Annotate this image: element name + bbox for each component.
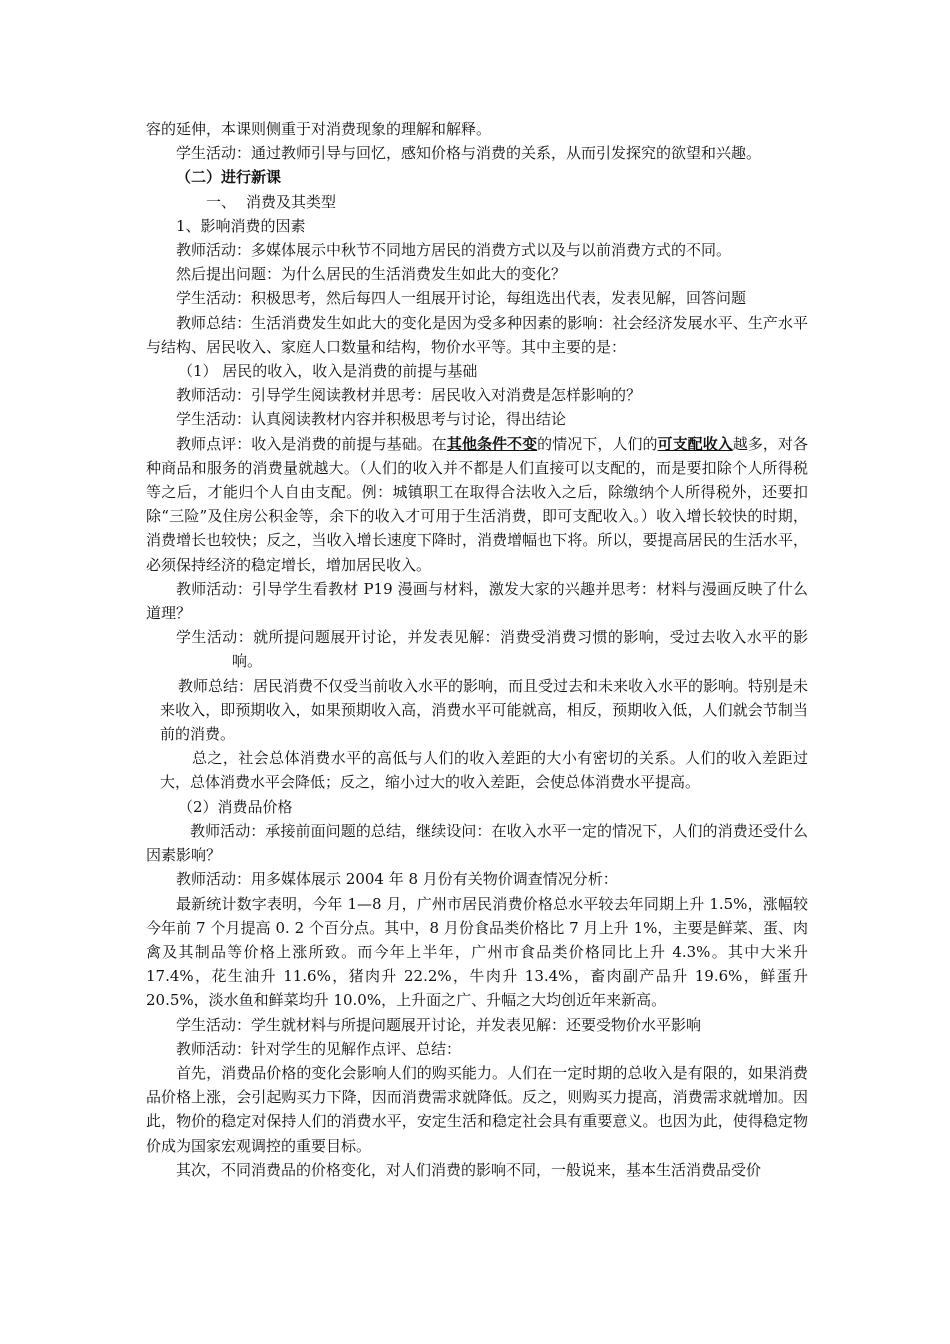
paragraph: 容的延伸，本课则侧重于对消费现象的理解和解释。: [146, 120, 492, 138]
emphasis-disposable-income: 可支配收入: [657, 434, 733, 453]
paragraph: [146, 625, 808, 673]
paragraph: 最新统计数字表明，今年 1—8 月，广州市居民消费价格总水平较去年同期上升 1.5%，涨幅较今年前 7 个月提高 0. 2 个百分点。其中，8 月份食品类价格比 7 月上升 1%，主要是鲜菜、蛋、肉禽及其制品等价格上涨所致。而今年上半年，广州市食品类价格同比上升 4.3%。其中大米升 17.4%，花生油升 11.6%，猪肉升 22.2%，牛肉升 13.4%，畜肉副产品升 19.6%，鲜蛋升 20.5%，淡水鱼和鲜菜均升 10.0%，上升面之广、升幅之大均创近年来新高。: [146, 894, 808, 1010]
emphasis-other-conditions: 其他条件不变: [446, 434, 538, 453]
paragraph: 教师总结：生活消费发生如此大的变化是因为受多种因素的影响：社会经济发展水平、生产水平与结构、居民收入、家庭人口数量和结构，物价水平等。其中主要的是：: [146, 313, 808, 356]
paragraph: 学生活动：通过教师引导与回忆，感知价格与消费的关系，从而引发探究的欲望和兴趣。: [176, 144, 762, 163]
subsection-heading: [146, 190, 808, 214]
paragraph: 教师总结：居民消费不仅受当前收入水平的影响，而且受过去和未来收入水平的影响。特别是未来收入，即预期收入，如果预期收入高，消费水平可能就高，相反，预期收入低，人们就会节制当前的消费。: [160, 676, 809, 744]
paragraph: 其次，不同消费品的价格变化，对人们消费的影响不同，一般说来，基本生活消费品受价: [176, 1160, 762, 1179]
document-body: [146, 117, 808, 1182]
section-heading: （二）进行新课: [176, 168, 282, 187]
paragraph: 首先，消费品价格的变化会影响人们的购买能力。人们在一定时期的总收入是有限的，如果消费品价格上涨，会引起购买力下降，因而消费需求就降低。反之，则购买力提高，消费需求就增加。因此，物价的稳定对保持人们的消费水平，安定生活和稳定社会具有重要意义。也因为此，使得稳定物价成为国家宏观调控的重要目标。: [146, 1063, 808, 1155]
paragraph: [146, 432, 808, 577]
paragraph: 教师活动：引导学生看教材 P19 漫画与材料，激发大家的兴趣并思考：材料与漫画反映了什么道理？: [146, 579, 808, 623]
subsection-heading: 1、影响消费的因素: [176, 216, 306, 235]
paragraph: 学生活动：认真阅读教材内容并积极思考与讨论，得出结论: [176, 410, 567, 429]
text-run: 学生活动：就所提问题展开讨论，并发表见解：消费受消费习惯的影响，受过去收入水平的影响。: [176, 628, 808, 671]
paragraph: 学生活动：学生就材料与所提问题展开讨论，并发表见解：还要受物价水平影响: [176, 1015, 702, 1034]
paragraph: 教师活动：承接前面问题的总结，继续设问：在收入水平一定的情况下，人们的消费还受什么因素影响？: [146, 821, 808, 865]
paragraph: 总之，社会总体消费水平的高低与人们的收入差距的大小有密切的关系。人们的收入差距过大，总体消费水平会降低；反之，缩小过大的收入差距，会使总体消费水平提高。: [160, 749, 808, 792]
paragraph: 教师活动：多媒体展示中秋节不同地方居民的消费方式以及与以前消费方式的不同。: [176, 241, 732, 260]
paragraph: 教师活动：用多媒体展示 2004 年 8 月份有关物价调查情况分析：: [176, 870, 618, 889]
text-run: 的情况下，人们的: [537, 434, 658, 453]
text-run: 越多，对各种商品和服务的消费量就越大。（人们的收入并不都是人们直接可以支配的，而是要扣除个人所得税等之后，才能归个人自由支配。例：城镇职工在取得合法收入之后，除缴纳个人所得税外，还要扣除“三险”及住房公积金等，余下的收入才可用于生活消费，即可支配收入。）收入增长较快的时期，消费增长也较快；反之，当收入增长速度下降时，消费增幅也下将。所以，要提高居民的生活水平，必须保持经济的稳定增长，增加居民收入。: [146, 434, 808, 574]
heading-text: 消费及其类型: [246, 192, 337, 211]
paragraph: 然后提出问题：为什么居民的生活消费发生如此大的变化？: [176, 265, 567, 284]
list-item-heading: （1） 居民的收入，收入是消费的前提与基础: [178, 362, 478, 381]
text-run: 教师点评：收入是消费的前提与基础。在: [176, 434, 447, 453]
heading-number: 一、: [206, 192, 237, 211]
paragraph: 学生活动：积极思考，然后每四人一组展开讨论，每组选出代表，发表见解，回答问题: [176, 289, 747, 308]
paragraph: 教师活动：引导学生阅读教材并思考：居民收入对消费是怎样影响的？: [176, 386, 642, 405]
paragraph: 教师活动：针对学生的见解作点评、总结：: [176, 1039, 462, 1058]
list-item-heading: （2）消费品价格: [178, 797, 293, 816]
